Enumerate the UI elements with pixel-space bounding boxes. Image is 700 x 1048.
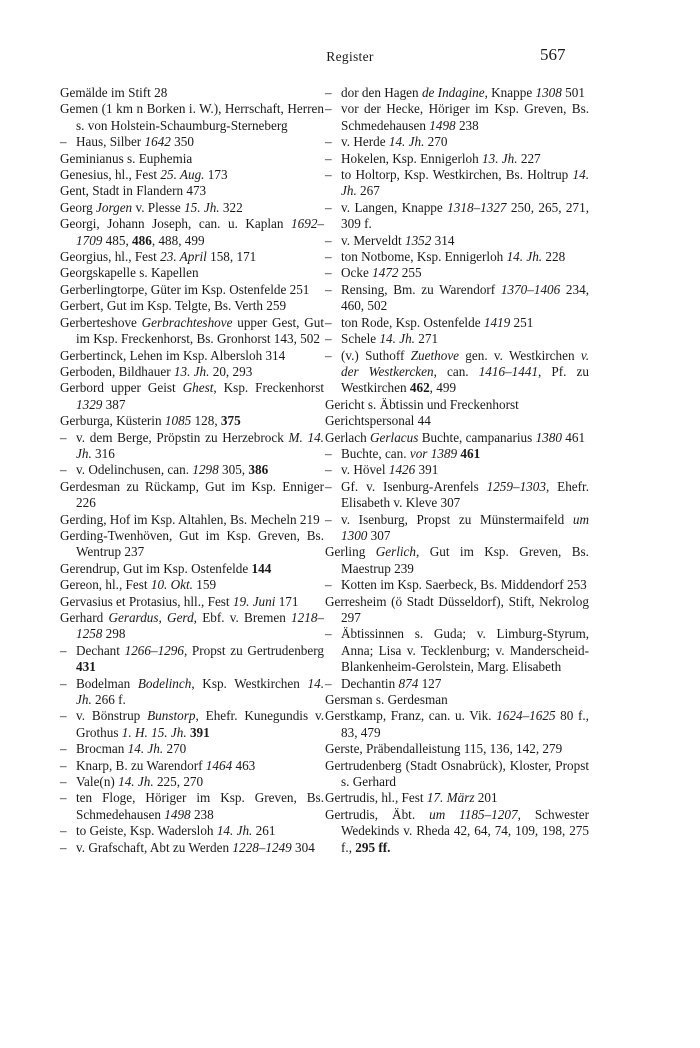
entry-text: Dechantin [341,675,399,691]
index-subentry [325,479,589,512]
entry-text: 1380 [535,429,562,445]
subentry-dash: – [325,675,332,691]
subentry-dash: – [60,790,67,806]
index-entry [60,561,324,577]
entry-text: ton Notbome, Ksp. Ennigerloh [341,249,507,265]
subentry-dash: – [325,134,332,150]
index-column-left [60,85,324,856]
index-entry [60,594,324,610]
index-subentry [60,840,324,856]
index-subentry [325,151,589,167]
entry-text: 255 [398,265,422,281]
index-subentry [325,249,589,265]
entry-text: vor 1389 [409,445,458,461]
entry-text: ten Floge, Höriger im Ksp. Greven, Bs. Schmedehausen [76,790,324,822]
index-subentry [60,643,324,676]
entry-text: 314 [431,232,455,248]
entry-text: um 1300 [341,511,589,543]
subentry-dash: – [325,577,332,593]
entry-text: 322 [219,199,243,215]
entry-text: Gerardus, Gerd [108,610,194,625]
entry-text: 13. Jh. [173,363,210,379]
entry-text: Gervasius et Protasius, hll., Fest [60,593,233,609]
index-entry [60,200,324,216]
entry-text: Gersman s. Gerdesman [325,692,448,708]
entry-text: Gerberlingtorpe, Güter im Ksp. Ostenfelde 251 [60,281,310,297]
index-entry [60,216,324,249]
entry-text: 462 [409,380,430,396]
entry-text: Gerlacus [370,429,419,445]
entry-text: , can. [433,363,479,379]
index-entry [325,758,589,791]
entry-text: to Holtorp, Ksp. Westkirchen, Bs. Holtrup [341,167,573,183]
entry-text: Bunstorp [147,708,196,724]
entry-text: 128, [191,413,221,429]
entry-text: Gerichtspersonal 44 [325,413,431,429]
index-subentry [60,134,324,150]
subentry-dash: – [60,642,67,658]
subentry-dash: – [60,429,67,445]
index-entry [325,790,589,806]
entry-text: 1298 [192,462,219,478]
entry-text: Bodelman [76,675,138,691]
index-subentry [325,265,589,281]
index-entry [60,282,324,298]
index-entry [60,315,324,348]
entry-text: v. Langen, Knappe [341,199,448,215]
entry-text: 19. Juni [232,593,276,609]
entry-text: Gerlich [375,544,416,560]
index-entry [325,692,589,708]
entry-text: 227 [517,150,541,166]
entry-text: Georgskapelle s. Kapellen [60,265,199,281]
index-subentry [325,331,589,347]
entry-text: v. Plesse [132,199,185,215]
entry-text: , Gut im Ksp. Greven, Bs. Maestrup 239 [341,544,589,576]
index-entry [60,183,324,199]
entry-text: 316 [91,445,115,461]
entry-text: 1472 [372,265,399,281]
entry-text: upper Gest, Gut im Ksp. Freckenhorst, Bs. Gronhorst 143, 502 [76,314,324,347]
subentry-dash: – [325,462,332,478]
entry-text: Geminianus s. Euphemia [60,150,193,166]
index-entry [60,85,324,101]
entry-text: , Ebf. v. Bremen [193,610,292,625]
entry-text: vor der Hecke, Höriger im Ksp. Greven, Bs. Schmedehausen [341,101,589,133]
index-entry [60,265,324,281]
entry-text: 461 [460,445,481,461]
subentry-dash: – [325,167,332,183]
subentry-dash: – [60,741,67,757]
subentry-dash: – [60,757,67,773]
index-entry [60,512,324,528]
entry-text: 1464 [205,757,233,773]
entry-text: 14. Jh. [379,331,415,347]
index-subentry [60,708,324,741]
entry-text: Gerbrachteshove [141,314,233,330]
entry-text: 17. März [426,790,475,806]
entry-text: 461 [561,429,586,445]
subentry-dash: – [60,708,67,724]
entry-text: 1498 [164,806,191,822]
entry-text: 1352 [404,232,432,248]
entry-text: Gf. v. Isenburg-Arenfels [341,478,487,494]
entry-text: Knarp, B. zu Warendorf [76,757,206,773]
entry-text: 1329 [76,396,103,412]
entry-text: Gerresheim (ö Stadt Düsseldorf), Stift, Nekrolog 297 [325,593,589,625]
entry-text: Gerbertinck, Lehen im Ksp. Albersloh 314 [60,347,286,363]
entry-text: Dechant [76,642,125,658]
entry-text: M. 14. Jh. [76,429,324,461]
entry-text: 250, 265, 271, 309 f. [341,199,589,232]
entry-text: Gerdesman zu Rückamp, Gut im Ksp. Enniger 226 [60,478,324,511]
entry-text: Gertrudis, hl., Fest [325,790,427,806]
index-entry [325,430,589,446]
entry-text: 350 [170,134,194,150]
entry-text: 23. April [160,249,207,265]
subentry-dash: – [325,232,332,248]
entry-text: ton Rode, Ksp. Ostenfelde [341,314,484,330]
entry-text: 14. Jh. [127,741,164,757]
entry-text: Georgi, Johann Joseph, can. u. Kaplan [60,216,292,232]
index-entry [60,479,324,512]
subentry-dash: – [325,478,332,494]
entry-text: Georgius, hl., Fest [60,249,161,265]
entry-text: 1692–1709 [76,216,324,248]
entry-text: Vale(n) [76,774,119,790]
entry-text: Gemen (1 km n Borken i. W.), Herrschaft, Herren s. von Holstein-Schaumburg-Sterneberg [60,101,324,133]
entry-text: 304 [291,839,315,855]
entry-text: , Ehefr. Elisabeth v. Kleve 307 [341,478,589,511]
index-subentry [60,676,324,709]
entry-text: 298 [102,626,126,642]
entry-text: Äbtissinnen s. Guda; v. Limburg-Styrum, Anna; Lisa v. Tecklenburg; v. Manderscheid-Blankenheim-Gerolstein, Marg. Elisabeth [341,626,589,675]
entry-text: Genesius, hl., Fest [60,167,161,183]
index-subentry [325,626,589,675]
entry-text: 1228–1249 [232,839,292,855]
entry-text: 267 [356,183,380,199]
entry-text: Gerding-Twenhöven, Gut im Ksp. Greven, Bs. Wentrup 237 [60,527,324,560]
index-subentry [325,315,589,331]
index-entry [60,364,324,380]
entry-text: 173 [204,167,228,183]
index-subentry [60,462,324,478]
entry-text: Brocman [76,741,128,757]
index-subentry [325,101,589,134]
entry-text: 1266–1296 [124,642,184,658]
subentry-dash: – [60,774,67,790]
entry-text: 386 [248,462,269,478]
entry-text: v. der Westkercken [341,347,590,379]
entry-text: 201 [474,790,498,806]
subentry-dash: – [60,134,67,150]
index-subentry [60,790,324,823]
entry-text: Bodelinch [137,675,192,691]
entry-text: v. Odelinchusen, can. [76,462,193,478]
entry-text: um 1185–1207 [429,806,518,822]
index-entry [60,528,324,561]
index-entry [60,167,324,183]
entry-text: 127 [418,675,442,691]
entry-text: Gerling [325,544,376,560]
entry-text: 238 [190,806,214,822]
entry-text: , Propst zu Gertrudenberg [183,642,324,658]
entry-text: 431 [76,659,96,675]
entry-text: Ghest [182,380,214,396]
entry-text: 14. Jh. [506,249,543,265]
entry-text: 144 [251,560,272,576]
entry-text: 1419 [483,314,511,330]
entry-text: 1624–1625 [496,708,556,724]
subentry-dash: – [325,85,332,100]
entry-text: 1. H. 15. Jh. [121,724,187,740]
subentry-dash: – [60,839,67,855]
index-entry [60,413,324,429]
entry-text: v. Hövel [341,462,389,478]
index-column-right [325,85,589,856]
subentry-dash: – [325,445,332,461]
entry-text: Gertrudenberg (Stadt Osnabrück), Kloster, Propst s. Gerhard [325,757,589,790]
entry-text: 463 [232,757,256,773]
subentry-dash: – [325,265,332,281]
entry-text: Rensing, Bm. zu Warendorf [341,281,501,297]
entry-text: 10. Okt. [150,577,193,593]
subentry-dash: – [325,347,332,363]
entry-text: 271 [414,331,439,347]
index-subentry [60,741,324,757]
entry-text: Hokelen, Ksp. Ennigerloh [341,150,483,166]
index-subentry [60,774,324,790]
entry-text: 159 [192,577,217,593]
index-subentry [325,446,589,462]
index-subentry [325,676,589,692]
entry-text: 251 [510,314,534,330]
entry-text: (v.) Suthoff [341,347,411,363]
entry-text: 270 [424,134,448,150]
entry-text: Haus, Silber [76,134,145,150]
index-entry [325,397,589,413]
entry-text: Gerburga, Küsterin [60,413,165,429]
entry-text: 80 f., 83, 479 [341,708,589,740]
subentry-dash: – [325,101,332,117]
entry-text: 14. Jh. [341,167,589,199]
entry-text: 1259–1303 [486,478,546,494]
index-entry [60,348,324,364]
index-entry [325,413,589,429]
index-subentry [60,823,324,839]
entry-text: Gertrudis, Äbt. [325,806,430,822]
entry-text: , Ksp. Westkirchen [191,675,308,691]
entry-text: v. Isenburg, Propst zu Münstermaifeld [341,511,573,527]
page-title: Register [326,49,374,64]
page-number: 567 [540,45,566,64]
index-entry [325,807,589,856]
entry-text: v. Bönstrup [76,708,148,724]
entry-text: Ocke [341,265,373,281]
subentry-dash: – [325,511,332,527]
index-entry [325,544,589,577]
entry-text: 501 [561,85,585,100]
entry-text: 485, [102,232,133,248]
entry-text: Gerste, Präbendalleistung 115, 136, 142, 279 [325,741,563,757]
entry-text: , Ehefr. Kunegundis v. Grothus [76,708,324,740]
entry-text: 1308 [535,85,562,100]
entry-text: v. Grafschaft, Abt zu Werden [76,839,233,855]
index-subentry [60,430,324,463]
entry-text: 270 [163,741,187,757]
entry-text: 375 [220,413,241,429]
entry-text: Gerboden, Bildhauer [60,363,174,379]
entry-text: Gemälde im Stift 28 [60,85,168,100]
subentry-dash: – [325,314,332,330]
entry-text: 1218–1258 [76,610,325,642]
index-subentry [325,134,589,150]
entry-text: Gerhard [60,610,109,625]
entry-text: 1498 [429,117,456,133]
entry-text: 14. Jh. [76,675,324,708]
entry-text: 1642 [144,134,171,150]
entry-text: 14. Jh. [388,134,425,150]
entry-text: Gerberteshove [60,314,142,330]
subentry-dash: – [325,626,332,642]
index-entry [60,101,324,134]
entry-text: de Indagine [421,85,485,100]
entry-text: dor den Hagen [341,85,422,100]
entry-text: 15. Jh. [184,199,220,215]
entry-text: 486 [132,232,152,248]
entry-text: 20, 293 [209,363,253,379]
index-entry [60,151,324,167]
index-subentry [325,512,589,545]
entry-text: 228 [542,249,566,265]
entry-text: , 488, 499 [151,232,205,248]
entry-text: gen. v. Westkirchen [459,347,581,363]
index-subentry [325,167,589,200]
entry-text: 13. Jh. [482,150,518,166]
entry-text: 234, 460, 502 [341,281,589,314]
entry-text: 1426 [388,462,416,478]
entry-text: 391 [189,724,210,740]
entry-text: 171 [275,593,299,609]
entry-text: Gereon, hl., Fest [60,577,151,593]
entry-text: 266 f. [91,692,126,708]
entry-text: 387 [102,396,126,412]
entry-text: , Schwester Wedekinds v. Rheda 42, 64, 74, 109, 198, 275 f., [341,806,590,855]
entry-text: Schele [341,331,380,347]
entry-text: Buchte, campanarius [418,429,536,445]
subentry-dash: – [325,199,332,215]
entry-text: Gerendrup, Gut im Ksp. Ostenfelde [60,560,252,576]
index-entry [325,594,589,627]
entry-text: Zuethove [410,347,460,363]
subentry-dash: – [60,675,67,691]
subentry-dash: – [60,462,67,478]
entry-text: , Knappe [484,85,536,100]
entry-text: Gerbord upper Geist [60,380,183,396]
entry-text: 14. Jh. [216,823,253,839]
entry-text: 1085 [164,413,192,429]
entry-text: Buchte, can. [341,445,410,461]
entry-text: Gerding, Hof im Ksp. Altahlen, Bs. Mecheln 219 [60,511,320,527]
entry-text: 238 [455,117,479,133]
index-subentry [325,233,589,249]
index-subentry [325,577,589,593]
index-subentry [325,200,589,233]
entry-text: 14. Jh. [118,774,154,790]
entry-text: 295 ff. [355,839,391,855]
page-header [0,0,700,80]
index-entry [60,380,324,413]
index-entry [60,610,324,643]
entry-text: Gerlach [325,429,371,445]
entry-text: 225, 270 [153,774,204,790]
index-entry [60,298,324,314]
subentry-dash: – [325,150,332,166]
index-subentry [325,348,589,397]
entry-text: , 499 [429,380,457,396]
entry-text: Gericht s. Äbtissin und Freckenhorst [325,396,519,412]
entry-text: , Ksp. Freckenhorst [213,380,324,396]
index-subentry [60,758,324,774]
entry-text: 1370–1406 [500,281,561,297]
entry-text: Gerstkamp, Franz, can. u. Vik. [325,708,497,724]
subentry-dash: – [60,823,67,839]
entry-text: 391 [415,462,439,478]
index-entry [325,708,589,741]
entry-text: 1416–1441 [478,363,539,379]
index-subentry [325,462,589,478]
index-subentry [325,85,589,101]
entry-text: , Pf. zu Westkirchen [341,363,589,396]
entry-text: 874 [398,675,419,691]
entry-text: 25. Aug. [160,167,205,183]
entry-text: 261 [252,823,276,839]
entry-text: v. Merveldt [341,232,405,248]
index-entry [60,577,324,593]
index-entry [325,741,589,757]
entry-text: Kotten im Ksp. Saerbeck, Bs. Middendorf 253 [341,577,587,593]
entry-text: Georg [60,199,97,215]
index-subentry [325,282,589,315]
entry-text: Jorgen [96,199,133,215]
entry-text: Gerbert, Gut im Ksp. Telgte, Bs. Verth 259 [60,298,287,314]
entry-text: 158, 171 [206,249,257,265]
subentry-dash: – [325,249,332,265]
entry-text: 307 [367,527,391,543]
subentry-dash: – [325,281,332,297]
entry-text: 305, [218,462,249,478]
entry-text: to Geiste, Ksp. Wadersloh [76,823,217,839]
entry-text: Gent, Stadt in Flandern 473 [60,183,207,199]
index-entry [60,249,324,265]
entry-text: v. dem Berge, Pröpstin zu Herzebrock [76,429,289,445]
subentry-dash: – [325,331,332,347]
entry-text: 1318–1327 [447,199,507,215]
entry-text: v. Herde [341,134,389,150]
